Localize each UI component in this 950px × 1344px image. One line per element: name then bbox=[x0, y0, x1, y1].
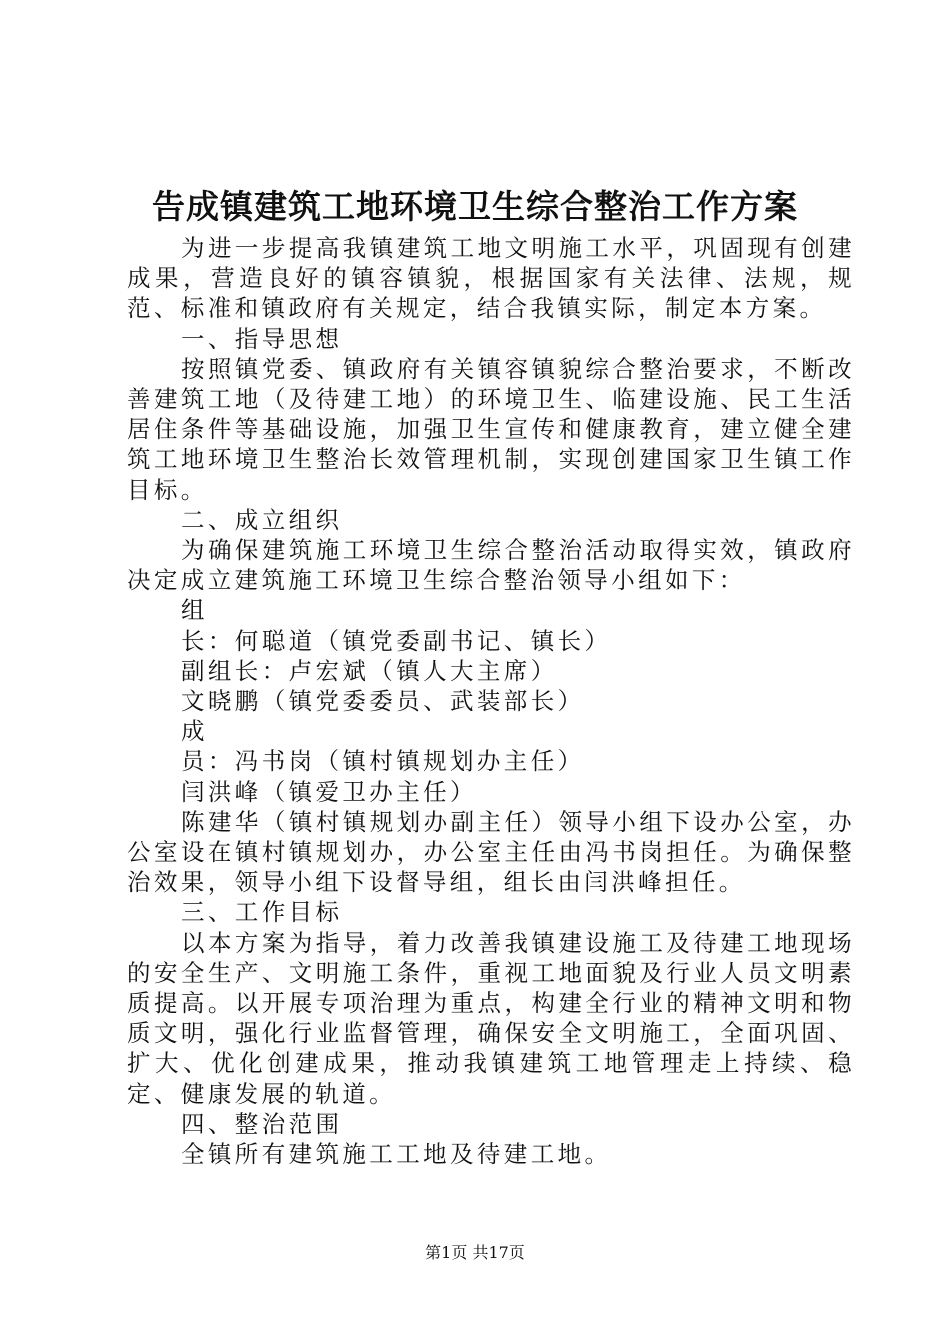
office-paragraph: 陈建华（镇村镇规划办副主任）领导小组下设办公室，办公室设在镇村镇规划办，办公室主任由冯书岗担任。为确保整治效果，领导小组下设督导组，组长由闫洪峰担任。 bbox=[127, 807, 855, 897]
work-goals-paragraph: 以本方案为指导，着力改善我镇建设施工及待建工地现场的安全生产、文明施工条件，重视工地面貌及行业人员文明素质提高。以开展专项治理为重点，构建全行业的精神文明和物质文明，强化行业监督管理，确保安全文明施工，全面巩固、扩大、优化创建成果，推动我镇建筑工地管理走上持续、稳定、健康发展的轨道。 bbox=[127, 928, 855, 1108]
member-line: 副组长：卢宏斌（镇人大主席） bbox=[181, 656, 558, 685]
document-body bbox=[127, 233, 855, 1169]
section-heading-organization: 二、成立组织 bbox=[181, 505, 343, 534]
guiding-ideology-paragraph: 按照镇党委、镇政府有关镇容镇貌综合整治要求，不断改善建筑工地（及待建工地）的环境卫生、临建设施、民工生活居住条件等基础设施，加强卫生宣传和健康教育，建立健全建筑工地环境卫生整治长效管理机制，实现创建国家卫生镇工作目标。 bbox=[127, 354, 855, 504]
scope-paragraph: 全镇所有建筑施工工地及待建工地。 bbox=[181, 1140, 612, 1169]
member-line: 组 bbox=[181, 596, 208, 625]
section-heading-scope: 四、整治范围 bbox=[181, 1109, 343, 1138]
member-line: 文晓鹏（镇党委委员、武装部长） bbox=[181, 687, 585, 716]
document-title: 告成镇建筑工地环境卫生综合整治工作方案 bbox=[152, 187, 798, 226]
page-number-footer: 第1页 共17页 bbox=[425, 1243, 525, 1262]
intro-paragraph: 为进一步提高我镇建筑工地文明施工水平，巩固现有创建成果，营造良好的镇容镇貌，根据国家有关法律、法规，规范、标准和镇政府有关规定，结合我镇实际，制定本方案。 bbox=[127, 234, 855, 323]
member-line: 员：冯书岗（镇村镇规划办主任） bbox=[181, 747, 585, 776]
section-heading-work-goals: 三、工作目标 bbox=[181, 898, 343, 927]
member-line: 成 bbox=[181, 717, 208, 746]
member-line: 闫洪峰（镇爱卫办主任） bbox=[181, 777, 477, 806]
member-line: 长：何聪道（镇党委副书记、镇长） bbox=[181, 626, 612, 655]
section-heading-guiding-ideology: 一、指导思想 bbox=[181, 324, 343, 353]
organization-paragraph: 为确保建筑施工环境卫生综合整治活动取得实效，镇政府决定成立建筑施工环境卫生综合整治领导小组如下： bbox=[127, 536, 855, 595]
